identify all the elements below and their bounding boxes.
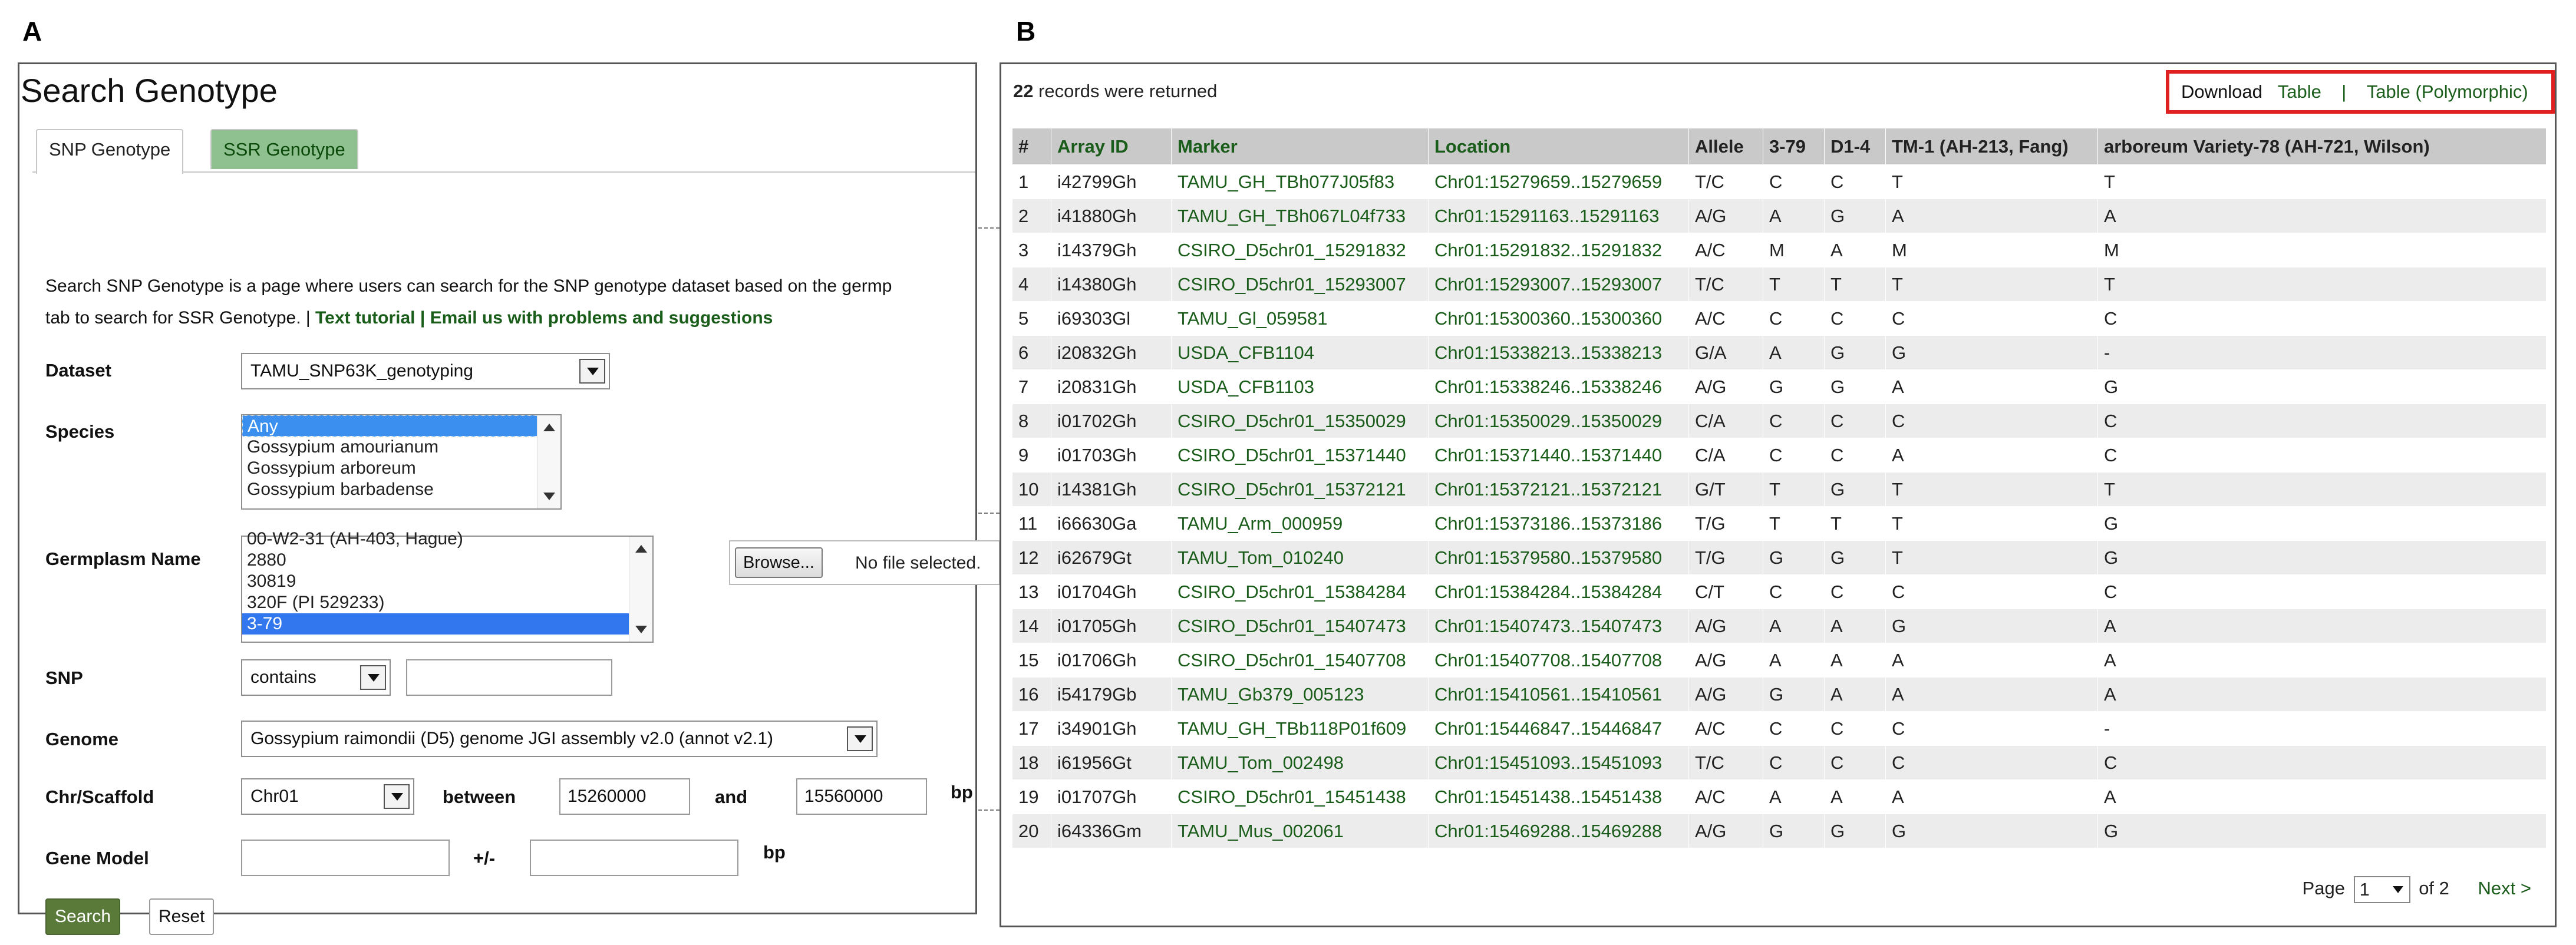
genotype-3-79-cell: T — [1763, 507, 1825, 541]
column-header: Allele — [1689, 128, 1763, 165]
array-id-cell: i61956Gt — [1051, 746, 1172, 780]
genotype-tm1-cell: A — [1886, 780, 2098, 814]
genotype-d1-4-cell: C — [1825, 404, 1886, 438]
genotype-d1-4-cell: C — [1825, 165, 1886, 199]
records-count: 22 — [1013, 81, 1034, 101]
marker-cell[interactable]: CSIRO_D5chr01_15293007 — [1172, 267, 1429, 302]
allele-cell: A/G — [1689, 678, 1763, 712]
description-line — [45, 302, 977, 334]
genotype-3-79-cell: C — [1763, 438, 1825, 472]
genotype-d1-4-cell: T — [1825, 267, 1886, 302]
table-row — [1012, 643, 2547, 678]
genotype-d1-4-cell: T — [1825, 507, 1886, 541]
next-page-link[interactable]: Next > — [2478, 878, 2531, 899]
allele-cell: T/C — [1689, 165, 1763, 199]
marker-cell[interactable]: CSIRO_D5chr01_15407473 — [1172, 609, 1429, 643]
table-row — [1012, 370, 2547, 404]
column-header: D1-4 — [1825, 128, 1886, 165]
row-number-cell: 9 — [1012, 438, 1051, 472]
search-button[interactable]: Search — [45, 898, 120, 935]
species-option[interactable]: Any — [242, 415, 560, 437]
allele-cell: A/G — [1689, 199, 1763, 233]
tab-ssr-genotype[interactable]: SSR Genotype — [210, 129, 358, 169]
location-cell[interactable]: Chr01:15300360..15300360 — [1429, 302, 1689, 336]
genome-label: Genome — [45, 729, 119, 749]
genotype-d1-4-cell: A — [1825, 678, 1886, 712]
germplasm-listbox[interactable] — [241, 529, 654, 643]
genotype-3-79-cell: G — [1763, 814, 1825, 848]
page-select[interactable] — [2354, 876, 2410, 903]
genotype-arboreum-cell: C — [2098, 746, 2547, 780]
allele-cell: T/C — [1689, 746, 1763, 780]
genotype-d1-4-cell: C — [1825, 302, 1886, 336]
genotype-3-79-cell: C — [1763, 302, 1825, 336]
marker-cell[interactable]: TAMU_GH_TBh067L04f733 — [1172, 199, 1429, 233]
marker-cell[interactable]: TAMU_Tom_002498 — [1172, 746, 1429, 780]
allele-cell: A/C — [1689, 302, 1763, 336]
table-row — [1012, 302, 2547, 336]
species-option[interactable]: Gossypium arboreum — [247, 458, 416, 478]
allele-cell: A/G — [1689, 370, 1763, 404]
results-panel — [1000, 62, 2557, 927]
genotype-arboreum-cell: A — [2098, 678, 2547, 712]
records-text: records were returned — [1033, 81, 1218, 101]
genotype-3-79-cell: A — [1763, 643, 1825, 678]
array-id-cell: i42799Gh — [1051, 165, 1172, 199]
array-id-cell: i34901Gh — [1051, 712, 1172, 746]
genotype-3-79-cell: C — [1763, 575, 1825, 609]
location-cell[interactable]: Chr01:15469288..15469288 — [1429, 814, 1689, 848]
marker-cell[interactable]: CSIRO_D5chr01_15407708 — [1172, 643, 1429, 678]
marker-cell[interactable]: TAMU_Gb379_005123 — [1172, 678, 1429, 712]
reset-button[interactable]: Reset — [149, 898, 214, 935]
genotype-arboreum-cell: T — [2098, 165, 2547, 199]
genotype-arboreum-cell: A — [2098, 643, 2547, 678]
scroll-down-icon — [635, 626, 647, 633]
marker-cell[interactable]: CSIRO_D5chr01_15384284 — [1172, 575, 1429, 609]
marker-cell[interactable]: CSIRO_D5chr01_15371440 — [1172, 438, 1429, 472]
location-cell[interactable]: Chr01:15291163..15291163 — [1429, 199, 1689, 233]
row-number-cell: 7 — [1012, 370, 1051, 404]
array-id-cell: i01705Gh — [1051, 609, 1172, 643]
table-row — [1012, 814, 2547, 848]
location-cell[interactable]: Chr01:15407473..15407473 — [1429, 609, 1689, 643]
species-option[interactable]: Gossypium amourianum — [247, 437, 439, 457]
genotype-tm1-cell: M — [1886, 233, 2098, 267]
row-number-cell: 19 — [1012, 780, 1051, 814]
table-row — [1012, 336, 2547, 370]
marker-cell[interactable]: USDA_CFB1104 — [1172, 336, 1429, 370]
germplasm-option[interactable]: 2880 — [247, 550, 286, 570]
genotype-arboreum-cell: A — [2098, 780, 2547, 814]
browse-button[interactable]: Browse... — [735, 547, 823, 578]
column-header: arboreum Variety-78 (AH-721, Wilson) — [2098, 128, 2547, 165]
snp-mode-select[interactable] — [241, 659, 391, 696]
genotype-tm1-cell: C — [1886, 712, 2098, 746]
link-separator: | — [415, 308, 430, 328]
genotype-arboreum-cell: A — [2098, 609, 2547, 643]
array-id-cell: i20831Gh — [1051, 370, 1172, 404]
dataset-value: TAMU_SNP63K_genotyping — [250, 361, 473, 381]
gene-model-label: Gene Model — [45, 848, 149, 868]
genotype-tm1-cell: G — [1886, 814, 2098, 848]
chevron-down-icon — [847, 726, 873, 751]
genotype-table — [1012, 128, 2547, 848]
and-label: and — [715, 787, 748, 807]
row-number-cell: 17 — [1012, 712, 1051, 746]
genotype-tm1-cell: G — [1886, 336, 2098, 370]
table-row — [1012, 609, 2547, 643]
allele-cell: C/A — [1689, 404, 1763, 438]
genotype-d1-4-cell: G — [1825, 199, 1886, 233]
table-row — [1012, 712, 2547, 746]
email-us-link[interactable]: Email us with problems and suggestions — [430, 308, 773, 328]
allele-cell: A/G — [1689, 814, 1763, 848]
end-position-input[interactable]: 15560000 — [796, 778, 927, 815]
genotype-3-79-cell: M — [1763, 233, 1825, 267]
genotype-arboreum-cell: C — [2098, 438, 2547, 472]
genotype-d1-4-cell: A — [1825, 643, 1886, 678]
location-cell[interactable]: Chr01:15451093..15451093 — [1429, 746, 1689, 780]
snp-input[interactable] — [406, 659, 612, 696]
genotype-d1-4-cell: G — [1825, 472, 1886, 507]
genotype-tm1-cell: C — [1886, 404, 2098, 438]
array-id-cell: i69303Gl — [1051, 302, 1172, 336]
genotype-3-79-cell: C — [1763, 746, 1825, 780]
genotype-3-79-cell: A — [1763, 336, 1825, 370]
array-id-cell: i14381Gh — [1051, 472, 1172, 507]
array-id-cell: i54179Gb — [1051, 678, 1172, 712]
array-id-cell: i66630Ga — [1051, 507, 1172, 541]
figure-letter-a: A — [22, 16, 42, 47]
allele-cell: T/G — [1689, 541, 1763, 575]
chr-scaffold-label: Chr/Scaffold — [45, 787, 154, 807]
genotype-arboreum-cell: G — [2098, 541, 2547, 575]
flank-input[interactable] — [530, 840, 738, 876]
genotype-3-79-cell: G — [1763, 678, 1825, 712]
location-cell[interactable]: Chr01:15338246..15338246 — [1429, 370, 1689, 404]
row-number-cell: 4 — [1012, 267, 1051, 302]
species-option[interactable]: Gossypium barbadense — [247, 480, 434, 499]
allele-cell: T/C — [1689, 267, 1763, 302]
row-number-cell: 20 — [1012, 814, 1051, 848]
column-header[interactable]: Location — [1429, 128, 1689, 165]
table-row — [1012, 472, 2547, 507]
gene-model-input[interactable] — [241, 840, 450, 876]
page-current: 1 — [2359, 879, 2370, 900]
genotype-tm1-cell: A — [1886, 370, 2098, 404]
allele-cell: C/T — [1689, 575, 1763, 609]
genome-value: Gossypium raimondii (D5) genome JGI assembly v2.0 (annot v2.1) — [250, 729, 774, 748]
array-id-cell: i41880Gh — [1051, 199, 1172, 233]
table-row — [1012, 165, 2547, 199]
genotype-3-79-cell: G — [1763, 370, 1825, 404]
genotype-3-79-cell: C — [1763, 712, 1825, 746]
table-row — [1012, 233, 2547, 267]
genotype-d1-4-cell: A — [1825, 233, 1886, 267]
scroll-down-icon — [543, 493, 555, 500]
table-row — [1012, 746, 2547, 780]
row-number-cell: 8 — [1012, 404, 1051, 438]
location-cell[interactable]: Chr01:15446847..15446847 — [1429, 712, 1689, 746]
row-number-cell: 10 — [1012, 472, 1051, 507]
allele-cell: A/C — [1689, 233, 1763, 267]
column-header: TM-1 (AH-213, Fang) — [1886, 128, 2098, 165]
genotype-tm1-cell: A — [1886, 643, 2098, 678]
genotype-tm1-cell: T — [1886, 165, 2098, 199]
download-polymorphic-link[interactable]: Table (Polymorphic) — [2366, 81, 2528, 102]
file-upload — [729, 540, 1000, 585]
genotype-tm1-cell: T — [1886, 541, 2098, 575]
search-genotype-panel — [18, 62, 981, 926]
genotype-arboreum-cell: T — [2098, 472, 2547, 507]
marker-cell[interactable]: USDA_CFB1103 — [1172, 370, 1429, 404]
pagination — [2303, 876, 2531, 903]
allele-cell: A/C — [1689, 712, 1763, 746]
array-id-cell: i14380Gh — [1051, 267, 1172, 302]
description-text: tab to search for SSR Genotype. | — [45, 308, 316, 328]
row-number-cell: 13 — [1012, 575, 1051, 609]
location-cell[interactable]: Chr01:15410561..15410561 — [1429, 678, 1689, 712]
location-cell[interactable]: Chr01:15384284..15384284 — [1429, 575, 1689, 609]
array-id-cell: i20832Gh — [1051, 336, 1172, 370]
table-row — [1012, 438, 2547, 472]
genotype-arboreum-cell: G — [2098, 814, 2547, 848]
dataset-label: Dataset — [45, 360, 111, 381]
table-row — [1012, 575, 2547, 609]
chevron-down-icon — [384, 784, 410, 809]
genotype-d1-4-cell: G — [1825, 814, 1886, 848]
array-id-cell: i01707Gh — [1051, 780, 1172, 814]
genotype-3-79-cell: T — [1763, 267, 1825, 302]
page-description — [45, 270, 977, 334]
page-label: Page — [2302, 878, 2345, 899]
bp-unit-label: bp — [951, 782, 973, 802]
genotype-arboreum-cell: C — [2098, 404, 2547, 438]
figure-letter-b: B — [1016, 16, 1036, 47]
location-cell[interactable]: Chr01:15373186..15373186 — [1429, 507, 1689, 541]
location-cell[interactable]: Chr01:15371440..15371440 — [1429, 438, 1689, 472]
germplasm-option[interactable]: 320F (PI 529233) — [247, 593, 385, 612]
text-tutorial-link[interactable]: Text tutorial — [315, 308, 415, 328]
row-number-cell: 14 — [1012, 609, 1051, 643]
germplasm-scrollbar[interactable] — [629, 537, 652, 642]
genotype-arboreum-cell: C — [2098, 302, 2547, 336]
table-row — [1012, 507, 2547, 541]
marker-cell[interactable]: TAMU_GH_TBh077J05f83 — [1172, 165, 1429, 199]
location-cell[interactable]: Chr01:15407708..15407708 — [1429, 643, 1689, 678]
array-id-cell: i01703Gh — [1051, 438, 1172, 472]
array-id-cell: i62679Gt — [1051, 541, 1172, 575]
tab-bar — [32, 124, 975, 173]
marker-cell[interactable]: TAMU_Gl_059581 — [1172, 302, 1429, 336]
marker-cell[interactable]: CSIRO_D5chr01_15350029 — [1172, 404, 1429, 438]
location-cell[interactable]: Chr01:15379580..15379580 — [1429, 541, 1689, 575]
allele-cell: A/C — [1689, 780, 1763, 814]
genotype-3-79-cell: G — [1763, 541, 1825, 575]
marker-cell[interactable]: TAMU_Arm_000959 — [1172, 507, 1429, 541]
marker-cell[interactable]: TAMU_GH_TBb118P01f609 — [1172, 712, 1429, 746]
allele-cell: G/A — [1689, 336, 1763, 370]
genotype-3-79-cell: C — [1763, 404, 1825, 438]
genotype-tm1-cell: T — [1886, 267, 2098, 302]
bp-unit-label: bp — [763, 842, 786, 863]
genotype-3-79-cell: C — [1763, 165, 1825, 199]
location-cell[interactable]: Chr01:15350029..15350029 — [1429, 404, 1689, 438]
start-position-input[interactable]: 15260000 — [559, 778, 690, 815]
genotype-arboreum-cell: A — [2098, 199, 2547, 233]
download-separator: | — [2341, 81, 2347, 102]
genotype-tm1-cell: A — [1886, 678, 2098, 712]
genotype-d1-4-cell: A — [1825, 609, 1886, 643]
column-header: 3-79 — [1763, 128, 1825, 165]
table-row — [1012, 199, 2547, 233]
genotype-arboreum-cell: T — [2098, 267, 2547, 302]
genotype-d1-4-cell: C — [1825, 575, 1886, 609]
row-number-cell: 12 — [1012, 541, 1051, 575]
allele-cell: C/A — [1689, 438, 1763, 472]
scroll-up-icon — [543, 424, 555, 431]
allele-cell: G/T — [1689, 472, 1763, 507]
genotype-tm1-cell: C — [1886, 575, 2098, 609]
row-number-cell: 18 — [1012, 746, 1051, 780]
genotype-arboreum-cell: C — [2098, 575, 2547, 609]
row-number-cell: 1 — [1012, 165, 1051, 199]
allele-cell: A/G — [1689, 609, 1763, 643]
allele-cell: T/G — [1689, 507, 1763, 541]
row-number-cell: 16 — [1012, 678, 1051, 712]
tab-snp-genotype[interactable]: SNP Genotype — [36, 129, 183, 174]
germplasm-option[interactable]: 30819 — [247, 571, 296, 591]
download-label: Download — [2181, 81, 2262, 102]
snp-label: SNP — [45, 668, 83, 688]
table-row — [1012, 780, 2547, 814]
table-body — [1012, 165, 2547, 848]
marker-cell[interactable]: TAMU_Tom_010240 — [1172, 541, 1429, 575]
location-cell[interactable]: Chr01:15279659..15279659 — [1429, 165, 1689, 199]
genotype-arboreum-cell: - — [2098, 336, 2547, 370]
marker-cell[interactable]: TAMU_Mus_002061 — [1172, 814, 1429, 848]
table-row — [1012, 404, 2547, 438]
genotype-arboreum-cell: M — [2098, 233, 2547, 267]
species-listbox[interactable] — [241, 414, 562, 510]
marker-cell[interactable]: CSIRO_D5chr01_15291832 — [1172, 233, 1429, 267]
genotype-tm1-cell: A — [1886, 199, 2098, 233]
column-header[interactable]: Marker — [1172, 128, 1429, 165]
row-number-cell: 2 — [1012, 199, 1051, 233]
records-summary — [1013, 81, 1217, 102]
row-number-cell: 6 — [1012, 336, 1051, 370]
chevron-down-icon — [360, 665, 386, 690]
genotype-d1-4-cell: A — [1825, 780, 1886, 814]
germplasm-option[interactable]: 00-W2-31 (AH-403, Hague) — [247, 529, 463, 549]
genotype-d1-4-cell: C — [1825, 438, 1886, 472]
row-number-cell: 15 — [1012, 643, 1051, 678]
genotype-d1-4-cell: C — [1825, 712, 1886, 746]
page-title: Search Genotype — [21, 72, 278, 109]
column-header: # — [1012, 128, 1051, 165]
array-id-cell: i01706Gh — [1051, 643, 1172, 678]
genotype-tm1-cell: T — [1886, 507, 2098, 541]
genotype-3-79-cell: T — [1763, 472, 1825, 507]
description-line: Search SNP Genotype is a page where users can search for the SNP genotype dataset based on the germp — [45, 276, 892, 296]
row-number-cell: 5 — [1012, 302, 1051, 336]
array-id-cell: i01702Gh — [1051, 404, 1172, 438]
genotype-tm1-cell: G — [1886, 609, 2098, 643]
chr-select[interactable] — [241, 778, 414, 815]
genotype-arboreum-cell: - — [2098, 712, 2547, 746]
plusminus-label: +/- — [473, 848, 496, 868]
genome-select[interactable] — [241, 721, 878, 757]
table-row — [1012, 678, 2547, 712]
location-cell[interactable]: Chr01:15291832..15291832 — [1429, 233, 1689, 267]
genotype-tm1-cell: T — [1886, 472, 2098, 507]
row-number-cell: 3 — [1012, 233, 1051, 267]
location-cell[interactable]: Chr01:15338213..15338213 — [1429, 336, 1689, 370]
species-label: Species — [45, 421, 115, 442]
page-of-total: of 2 — [2419, 878, 2449, 899]
column-header[interactable]: Array ID — [1051, 128, 1172, 165]
marker-cell[interactable]: CSIRO_D5chr01_15451438 — [1172, 780, 1429, 814]
file-status: No file selected. — [855, 553, 981, 573]
germplasm-label: Germplasm Name — [45, 549, 201, 569]
genotype-tm1-cell: C — [1886, 302, 2098, 336]
genotype-3-79-cell: A — [1763, 199, 1825, 233]
genotype-tm1-cell: C — [1886, 746, 2098, 780]
genotype-d1-4-cell: G — [1825, 336, 1886, 370]
allele-cell: A/G — [1689, 643, 1763, 678]
genotype-3-79-cell: A — [1763, 609, 1825, 643]
array-id-cell: i01704Gh — [1051, 575, 1172, 609]
genotype-tm1-cell: A — [1886, 438, 2098, 472]
genotype-arboreum-cell: G — [2098, 507, 2547, 541]
download-table-link[interactable]: Table — [2277, 81, 2321, 102]
table-row — [1012, 541, 2547, 575]
chr-value: Chr01 — [250, 787, 299, 806]
germplasm-option[interactable]: 3-79 — [242, 613, 652, 635]
snp-mode-value: contains — [250, 668, 316, 687]
array-id-cell: i64336Gm — [1051, 814, 1172, 848]
row-number-cell: 11 — [1012, 507, 1051, 541]
genotype-arboreum-cell: G — [2098, 370, 2547, 404]
scroll-up-icon — [635, 545, 647, 553]
array-id-cell: i14379Gh — [1051, 233, 1172, 267]
species-scrollbar[interactable] — [537, 415, 560, 508]
marker-cell[interactable]: CSIRO_D5chr01_15372121 — [1172, 472, 1429, 507]
genotype-d1-4-cell: G — [1825, 541, 1886, 575]
genotype-3-79-cell: A — [1763, 780, 1825, 814]
location-cell[interactable]: Chr01:15451438..15451438 — [1429, 780, 1689, 814]
location-cell[interactable]: Chr01:15372121..15372121 — [1429, 472, 1689, 507]
between-label: between — [443, 787, 516, 807]
location-cell[interactable]: Chr01:15293007..15293007 — [1429, 267, 1689, 302]
table-header-row — [1012, 128, 2547, 165]
chevron-down-icon — [579, 359, 605, 384]
genotype-d1-4-cell: C — [1825, 746, 1886, 780]
dataset-select[interactable] — [241, 353, 610, 389]
genotype-d1-4-cell: G — [1825, 370, 1886, 404]
download-box — [2166, 70, 2555, 114]
table-row — [1012, 267, 2547, 302]
